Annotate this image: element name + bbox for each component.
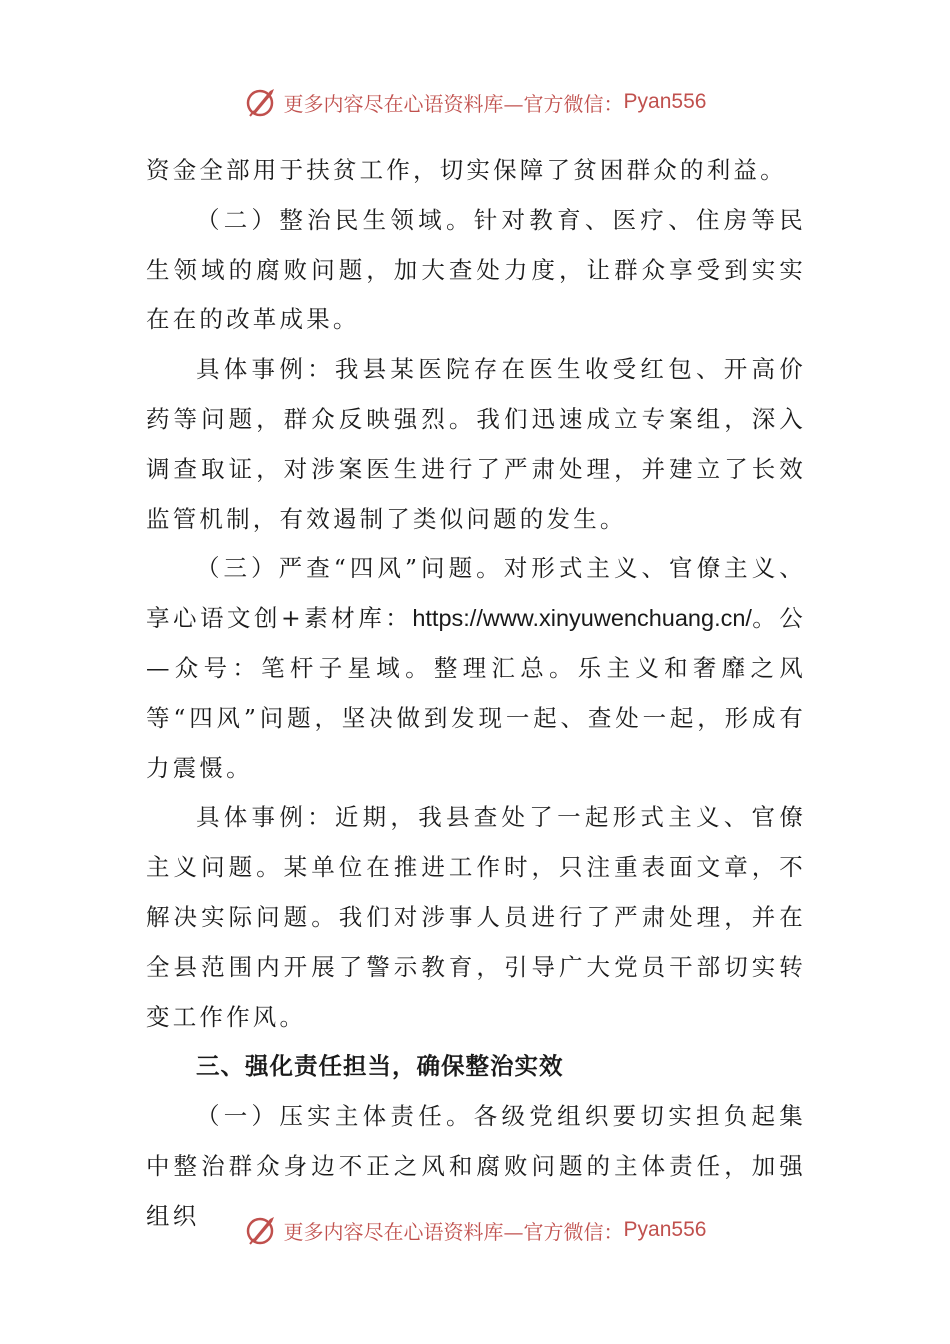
paragraph: （一）压实主体责任。各级党组织要切实担负起集中整治群众身边不正之风和腐败问题的主体责任，加强组织	[146, 1102, 806, 1230]
url-link[interactable]: https://www.xinyuwenchuang.cn/	[412, 605, 752, 632]
header-watermark	[0, 80, 950, 124]
watermark-wechat-id: Pyan556	[623, 90, 707, 113]
paragraph: 具体事例：我县某医院存在医生收受红包、开高价药等问题，群众反映强烈。我们迅速成立专案组，深入调查取证，对涉案医生进行了严肃处理，并建立了长效监管机制，有效遏制了类似问题的发生。	[146, 355, 806, 533]
quill-pen-logo-icon	[244, 85, 278, 119]
paragraph: （二）整治民生领域。针对教育、医疗、住房等民生领域的腐败问题，加大查处力度，让群众享受到实实在在的改革成果。	[146, 205, 806, 334]
paragraph-text: 。公—众号：笔杆子星域。整理汇总。乐主义和奢靡之风等“四风”问题，坚决做到发现一起、查处一起，形成有力震慑。	[146, 604, 806, 782]
paragraph	[146, 544, 806, 793]
watermark-wechat-id: Pyan556	[623, 1218, 707, 1241]
paragraph-text: （三）严查“四风”问题。对形式主义、官僚主义、享心语文创+素材库：	[146, 554, 806, 633]
quill-pen-logo-icon	[244, 1213, 278, 1247]
paragraph: 具体事例：近期，我县查处了一起形式主义、官僚主义问题。某单位在推进工作时，只注重表面文章，不解决实际问题。我们对涉事人员进行了严肃处理，并在全县范围内开展了警示教育，引导广大党员干部切实转变工作作风。	[146, 803, 806, 1031]
paragraph: 资金全部用于扶贫工作，切实保障了贫困群众的利益。	[146, 156, 787, 184]
document-body	[146, 146, 806, 1242]
watermark-text: 更多内容尽在心语资料库—官方微信：	[283, 1219, 624, 1244]
watermark-text: 更多内容尽在心语资料库—官方微信：	[283, 91, 624, 116]
footer-watermark	[0, 1208, 950, 1252]
section-heading: 三、强化责任担当，确保整治实效	[196, 1052, 564, 1081]
